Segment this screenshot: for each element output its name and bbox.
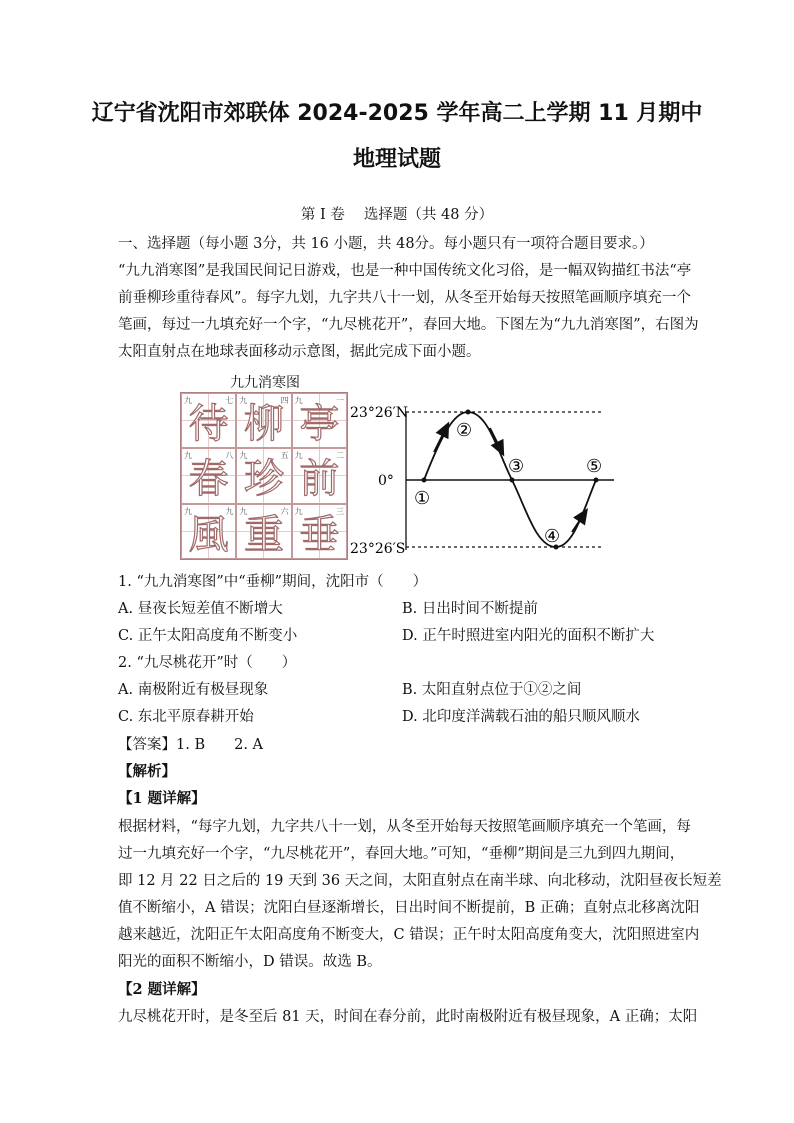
cell-right-mark: 一 — [335, 396, 344, 405]
lat-north-label: 23°26′N — [350, 405, 409, 421]
cell-right-mark: 三 — [335, 506, 344, 516]
cell-right-mark: 二 — [335, 451, 344, 461]
figure — [180, 372, 620, 562]
cell-left-mark: 九 — [239, 396, 248, 405]
material-line-4: 太阳直射点在地球表面移动示意图，据此完成下面小题。 — [118, 344, 481, 360]
grid-cell — [181, 393, 236, 448]
cell-right-mark: 八 — [225, 451, 234, 461]
paper-title-line2: 地理试题 — [352, 147, 441, 172]
point-label-3: ③ — [508, 456, 525, 477]
detail2-label: 【2 题详解】 — [118, 981, 206, 998]
arrow-3 — [572, 514, 584, 532]
grid-cell — [292, 448, 347, 503]
cell-left-mark: 九 — [184, 506, 192, 516]
analysis-label: 【解析】 — [118, 763, 176, 780]
cell-right-mark: 七 — [225, 396, 234, 405]
grid-cell — [236, 448, 291, 503]
cell-right-mark: 五 — [280, 451, 289, 461]
grid-cell — [292, 393, 347, 448]
detail1-line-1: 根据材料，“每字九划，九字共八十一划，从冬至开始每天按照笔画顺序填充一个笔画，每 — [118, 819, 691, 835]
cell-left-mark: 九 — [294, 451, 303, 461]
instructions: 一、选择题（每小题 3分，共 16 小题，共 48分。每小题只有一项符合题目要求。） — [118, 236, 654, 252]
grid-cell — [236, 504, 291, 559]
cell-right-mark: 九 — [225, 506, 234, 516]
q1-option-b: B. 日出时间不断提前 — [402, 601, 538, 617]
detail1-line-2: 过一九填充好一个字，“九尽桃花开”，春回大地。”可知，“垂柳”期间是三九到四九期间， — [118, 846, 685, 862]
cell-right-mark: 四 — [280, 396, 289, 405]
point-label-5: ⑤ — [586, 456, 603, 477]
cell-char: 春 — [188, 456, 229, 503]
point-dot — [422, 478, 427, 483]
cell-char: 亭 — [299, 401, 340, 447]
cell-left-mark: 九 — [239, 506, 248, 516]
q1-option-d: D. 正午时照进室内阳光的面积不断扩大 — [402, 628, 655, 644]
cell-left-mark: 九 — [184, 396, 192, 405]
cell-left-mark: 九 — [239, 451, 248, 461]
paper-title-line1: 辽宁省沈阳市郊联体 2024-2025 学年高二上学期 11 月期中 — [91, 101, 703, 126]
detail1-label: 【1 题详解】 — [118, 790, 206, 807]
cell-right-mark: 六 — [280, 506, 289, 516]
q2-option-a: A. 南极附近有极昼现象 — [118, 682, 269, 698]
q1-stem: 1. “九九消寒图”中“垂柳”期间，沈阳市（ ） — [118, 574, 428, 590]
detail1-line-6: 阳光的面积不断缩小，D 错误。故选 B。 — [118, 954, 382, 970]
q1-option-c: C. 正午太阳高度角不断变小 — [118, 628, 298, 644]
point-label-4: ④ — [544, 526, 561, 547]
grid-cell — [236, 393, 291, 448]
grid-title: 九九消寒图 — [230, 375, 300, 391]
section-header: 第 I 卷 选择题（共 48 分） — [300, 207, 494, 223]
q2-option-c: C. 东北平原春耕开始 — [118, 709, 254, 725]
grid-cell — [292, 504, 347, 559]
cell-left-mark: 九 — [294, 506, 303, 516]
cell-left-mark: 九 — [294, 396, 303, 405]
material-line-3: 笔画，每过一九填充好一个字，“九尽桃花开”，春回大地。下图左为“九九消寒图”，右图为 — [118, 317, 699, 333]
lat-zero-label: 0° — [378, 473, 394, 489]
detail1-line-4: 值不断缩小，A 错误；沈阳白昼逐渐增长，日出时间不断提前，B 正确；直射点北移离沈阳 — [118, 900, 700, 916]
jiujiu-grid — [180, 392, 348, 560]
arrow-1 — [434, 428, 446, 452]
cell-left-mark: 九 — [184, 451, 192, 461]
point-dot — [594, 478, 599, 483]
cell-char: 前 — [299, 456, 340, 503]
grid-cell — [181, 448, 236, 503]
cell-char: 重 — [243, 511, 284, 558]
q2-option-b: B. 太阳直射点位于①②之间 — [402, 682, 582, 698]
detail1-line-3: 即 12 月 22 日之后的 19 天到 36 天之间，太阳直射点在南半球、向北移动，沈阳昼夜长短差 — [118, 873, 722, 889]
material-line-2: 前垂柳珍重待春风”。每字九划，九字共八十一划，从冬至开始每天按照笔画顺序填充一个 — [118, 290, 691, 306]
answer-line: 【答案】1. B 2. A — [118, 737, 264, 753]
detail2-line-1: 九尽桃花开时，是冬至后 81 天，时间在春分前，此时南极附近有极昼现象，A 正确；太阳 — [118, 1009, 698, 1025]
point-dot — [510, 478, 515, 483]
detail1-line-5: 越来越近，沈阳正午太阳高度角不断变大，C 错误；正午时太阳高度角变大，沈阳照进室内 — [118, 927, 700, 943]
q2-option-d: D. 北印度洋满载石油的船只顺风顺水 — [402, 709, 640, 725]
material-line-1: “九九消寒图”是我国民间记日游戏，也是一种中国传统文化习俗，是一幅双钩描红书法“亭 — [118, 263, 692, 279]
point-label-2: ② — [456, 420, 473, 441]
cell-char: 珍 — [243, 456, 284, 503]
point-dot — [466, 410, 471, 415]
cell-char: 柳 — [243, 401, 284, 447]
cell-char: 垂 — [299, 511, 340, 558]
point-label-1: ① — [414, 488, 431, 509]
q1-option-a: A. 昼夜长短差值不断增大 — [118, 601, 283, 617]
lat-south-label: 23°26′S — [350, 541, 406, 557]
arrow-2 — [490, 428, 501, 450]
sun-path-diagram — [350, 392, 620, 564]
cell-char: 風 — [188, 511, 229, 558]
q2-stem: 2. “九尽桃花开”时（ ） — [118, 655, 297, 671]
grid-cell — [181, 504, 236, 559]
cell-char: 待 — [188, 401, 229, 447]
